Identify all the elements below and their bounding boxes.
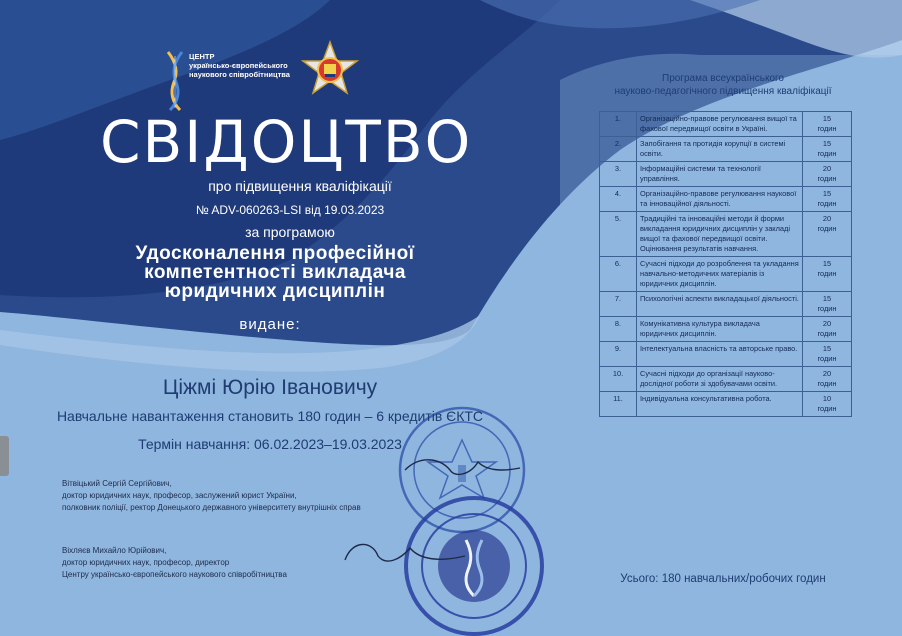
program-table-heading [596,72,850,98]
row-number: 7. [600,292,637,317]
row-hours [803,257,852,292]
program-title-line-1: Удосконалення професійної [135,243,415,264]
row-hours-unit: годин [817,379,837,388]
table-row [600,292,852,317]
table-row [600,137,852,162]
table-row [600,212,852,257]
table-row [600,392,852,417]
row-number: 10. [600,367,637,392]
row-hours-value: 15 [822,114,832,123]
row-hours [803,292,852,317]
row-hours-value: 15 [822,344,832,353]
row-hours [803,112,852,137]
row-topic: Сучасні підходи до розроблення та укладання навчально-методичних матеріалів із юридичних дисциплін. [637,257,803,292]
row-hours-value: 20 [822,214,832,223]
row-hours-unit: годин [817,174,837,183]
logo-line-2: українсько-європейського [189,61,288,70]
row-hours-unit: годин [817,124,837,133]
row-hours-unit: годин [817,269,837,278]
signatory-1-name: Вітвіцький Сергій Сергійович, [62,479,172,488]
row-hours [803,137,852,162]
row-topic: Комунікативна культура викладача юридичних дисциплін. [637,317,803,342]
center-logo-text [189,52,290,79]
program-table-heading-1: Програма всеукраїнського [662,73,784,84]
row-topic: Організаційно-правове регулювання наукової та інноваційної діяльності. [637,187,803,212]
row-hours [803,392,852,417]
row-number: 6. [600,257,637,292]
row-hours [803,317,852,342]
table-row [600,187,852,212]
total-hours: Усього: 180 навчальних/робочих годин [620,573,826,585]
row-topic: Сучасні підходи до організації науково-дослідної роботи зі здобувачами освіти. [637,367,803,392]
row-hours [803,342,852,367]
row-hours-unit: годин [817,404,837,413]
workload-text: Навчальне навантаження становить 180 годин – 6 кредитів ЄКТС [56,408,484,424]
row-hours-unit: годин [817,329,837,338]
table-row [600,317,852,342]
program-title [110,244,440,301]
row-hours [803,212,852,257]
table-row [600,342,852,367]
signatory-2-name: Віхляєв Михайло Юрійович, [62,546,167,555]
sidebar-handle[interactable] [0,436,9,476]
table-row [600,162,852,187]
row-number: 3. [600,162,637,187]
signatory-2-title-1: доктор юридичних наук, професор, директор [62,558,230,567]
signatory-2-title-2: Центру українсько-європейського наукового співробітництва [62,570,287,579]
row-topic: Організаційно-правове регулювання вищої та фахової передвищої освіти в Україні. [637,112,803,137]
row-topic: Інформаційні системи та технології управління. [637,162,803,187]
row-hours-value: 15 [822,139,832,148]
recipient-name: Ціжмі Юрію Івановичу [162,376,378,399]
row-number: 8. [600,317,637,342]
issued-to-label: видане: [239,316,301,333]
certificate-number: № ADV-060263-LSI від 19.03.2023 [195,203,385,217]
row-hours-unit: годин [817,354,837,363]
by-program-label: за програмою [245,224,335,240]
table-row [600,257,852,292]
signatory-1 [62,478,361,514]
row-number: 9. [600,342,637,367]
row-hours [803,367,852,392]
row-hours-unit: годин [817,149,837,158]
row-hours-value: 20 [822,164,832,173]
row-hours-value: 15 [822,189,832,198]
row-topic: Психологічні аспекти викладацької діяльності. [637,292,803,317]
table-row [600,112,852,137]
row-hours-unit: годин [817,199,837,208]
row-hours-unit: годин [817,224,837,233]
row-hours-value: 15 [822,294,832,303]
program-title-line-3: юридичних дисциплін [164,281,386,302]
program-table-heading-2: науково-педагогічного підвищення кваліфікації [614,86,832,97]
table-row [600,367,852,392]
signatory-1-title-1: доктор юридичних наук, професор, заслужений юрист України, [62,491,297,500]
term-text: Термін навчання: 06.02.2023–19.03.2023 [138,436,402,452]
row-hours-value: 20 [822,319,832,328]
row-number: 5. [600,212,637,257]
row-number: 1. [600,112,637,137]
row-hours-value: 10 [822,394,832,403]
row-hours-value: 15 [822,259,832,268]
program-table [599,111,852,417]
logo-line-1: ЦЕНТР [189,52,215,61]
logo-line-3: наукового співробітництва [189,70,290,79]
row-hours [803,187,852,212]
row-number: 4. [600,187,637,212]
row-hours-unit: годин [817,304,837,313]
row-hours-value: 20 [822,369,832,378]
certificate-title: СВІДОЦТВО [100,108,473,176]
program-title-line-2: компетентності викладача [144,262,406,283]
row-hours [803,162,852,187]
signatory-2 [62,545,287,581]
certificate-subtitle: про підвищення кваліфікації [208,178,392,194]
signatory-1-title-2: полковник поліції, ректор Донецького державного університету внутрішніх справ [62,503,361,512]
row-topic: Традиційні та інноваційні методи й форми викладання юридичних дисциплін у закладі вищої та фахової передвищої освіти. Оцінювання результатів навчання. [637,212,803,257]
row-topic: Індивідуальна консультативна робота. [637,392,803,417]
row-number: 2. [600,137,637,162]
row-number: 11. [600,392,637,417]
row-topic: Запобігання та протидія корупції в системі освіти. [637,137,803,162]
row-topic: Інтелектуальна власність та авторське право. [637,342,803,367]
